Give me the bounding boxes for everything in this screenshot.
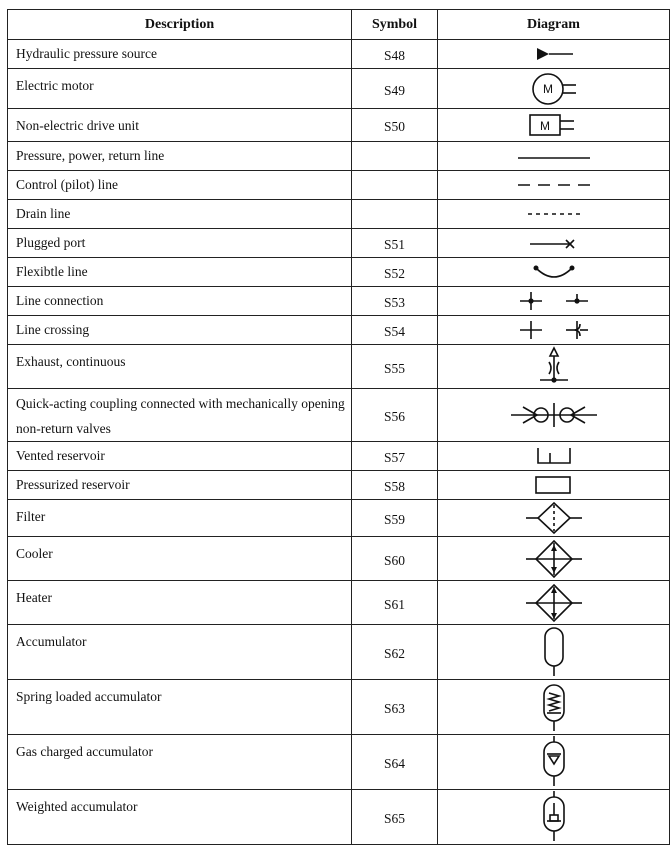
exhaust-icon [534, 346, 574, 388]
table-row [8, 790, 670, 845]
table-row [8, 625, 670, 680]
row-description: Accumulator [8, 625, 352, 680]
row-description: Pressure, power, return line [8, 142, 352, 171]
plugged-port-icon [526, 236, 582, 250]
row-diagram [438, 471, 670, 500]
row-symbol [352, 171, 438, 200]
line-crossing-icon [516, 319, 592, 341]
table-row [8, 171, 670, 200]
table-row [8, 200, 670, 229]
row-symbol: S54 [352, 316, 438, 345]
table-row [8, 735, 670, 790]
vented-reservoir-icon [532, 445, 576, 467]
row-description: Flexibtle line [8, 258, 352, 287]
row-description: Exhaust, continuous [8, 345, 352, 389]
row-description: Hydraulic pressure source [8, 40, 352, 69]
header-description: Description [8, 10, 352, 40]
control-line-icon [514, 179, 594, 191]
drain-line-icon [524, 208, 584, 220]
row-diagram [438, 735, 670, 790]
row-symbol: S57 [352, 442, 438, 471]
row-symbol: S62 [352, 625, 438, 680]
row-description: Vented reservoir [8, 442, 352, 471]
row-symbol: S63 [352, 680, 438, 735]
row-diagram [438, 537, 670, 581]
table-row [8, 500, 670, 537]
row-diagram [438, 200, 670, 229]
row-symbol: S56 [352, 389, 438, 442]
table-row [8, 229, 670, 258]
row-diagram [438, 142, 670, 171]
symbols-table [7, 9, 670, 845]
row-description: Line crossing [8, 316, 352, 345]
row-symbol: S65 [352, 790, 438, 845]
row-description: Electric motor [8, 69, 352, 109]
row-diagram [438, 229, 670, 258]
row-diagram [438, 625, 670, 680]
row-description: Non-electric drive unit [8, 109, 352, 142]
header-diagram: Diagram [438, 10, 670, 40]
row-diagram [438, 389, 670, 442]
filter-icon [524, 501, 584, 535]
table-row [8, 142, 670, 171]
row-diagram [438, 69, 670, 109]
row-description: Drain line [8, 200, 352, 229]
flexible-line-icon [526, 262, 582, 282]
table-row [8, 287, 670, 316]
gas-accumulator-icon [539, 736, 569, 788]
row-symbol: S55 [352, 345, 438, 389]
motor-label: M [542, 81, 553, 96]
row-symbol: S59 [352, 500, 438, 537]
table-row [8, 40, 670, 69]
quick-coupling-icon [509, 400, 599, 430]
row-diagram [438, 287, 670, 316]
row-description: Pressurized reservoir [8, 471, 352, 500]
row-description: Gas charged accumulator [8, 735, 352, 790]
row-description: Spring loaded accumulator [8, 680, 352, 735]
row-description: Control (pilot) line [8, 171, 352, 200]
table-row [8, 109, 670, 142]
row-diagram [438, 109, 670, 142]
row-diagram [438, 345, 670, 389]
row-description: Quick-acting coupling connected with mechanically opening non-return valves [8, 389, 352, 442]
row-symbol: S50 [352, 109, 438, 142]
row-diagram [438, 680, 670, 735]
row-symbol: S60 [352, 537, 438, 581]
table-row [8, 471, 670, 500]
row-diagram [438, 171, 670, 200]
row-symbol: S51 [352, 229, 438, 258]
table-row [8, 69, 670, 109]
row-description: Heater [8, 581, 352, 625]
row-symbol: S52 [352, 258, 438, 287]
row-diagram [438, 500, 670, 537]
table-row [8, 258, 670, 287]
row-symbol: S48 [352, 40, 438, 69]
heater-icon [524, 583, 584, 623]
table-row [8, 680, 670, 735]
row-symbol: S58 [352, 471, 438, 500]
row-description: Plugged port [8, 229, 352, 258]
accumulator-icon [539, 626, 569, 678]
row-symbol: S64 [352, 735, 438, 790]
row-symbol: S61 [352, 581, 438, 625]
row-diagram [438, 40, 670, 69]
row-diagram [438, 316, 670, 345]
row-symbol [352, 142, 438, 171]
table-row [8, 442, 670, 471]
table-row [8, 316, 670, 345]
table-row [8, 345, 670, 389]
line-connection-icon [516, 290, 592, 312]
header-symbol: Symbol [352, 10, 438, 40]
table-row [8, 389, 670, 442]
row-symbol: S49 [352, 69, 438, 109]
drive-label: M [539, 119, 550, 133]
row-diagram [438, 442, 670, 471]
cooler-icon [524, 539, 584, 579]
pressurized-reservoir-icon [532, 475, 576, 495]
row-symbol: S53 [352, 287, 438, 316]
row-diagram [438, 581, 670, 625]
spring-accumulator-icon [539, 681, 569, 733]
row-description: Cooler [8, 537, 352, 581]
row-description: Filter [8, 500, 352, 537]
table-row [8, 581, 670, 625]
row-description: Weighted accumulator [8, 790, 352, 845]
hydraulic-pressure-source-icon [529, 45, 579, 63]
row-symbol [352, 200, 438, 229]
row-diagram [438, 258, 670, 287]
table-row [8, 537, 670, 581]
header-row [8, 10, 670, 40]
drive-unit-icon [524, 113, 584, 137]
electric-motor-icon [524, 71, 584, 107]
row-diagram [438, 790, 670, 845]
weighted-accumulator-icon [539, 791, 569, 843]
row-description: Line connection [8, 287, 352, 316]
pressure-line-icon [514, 149, 594, 163]
